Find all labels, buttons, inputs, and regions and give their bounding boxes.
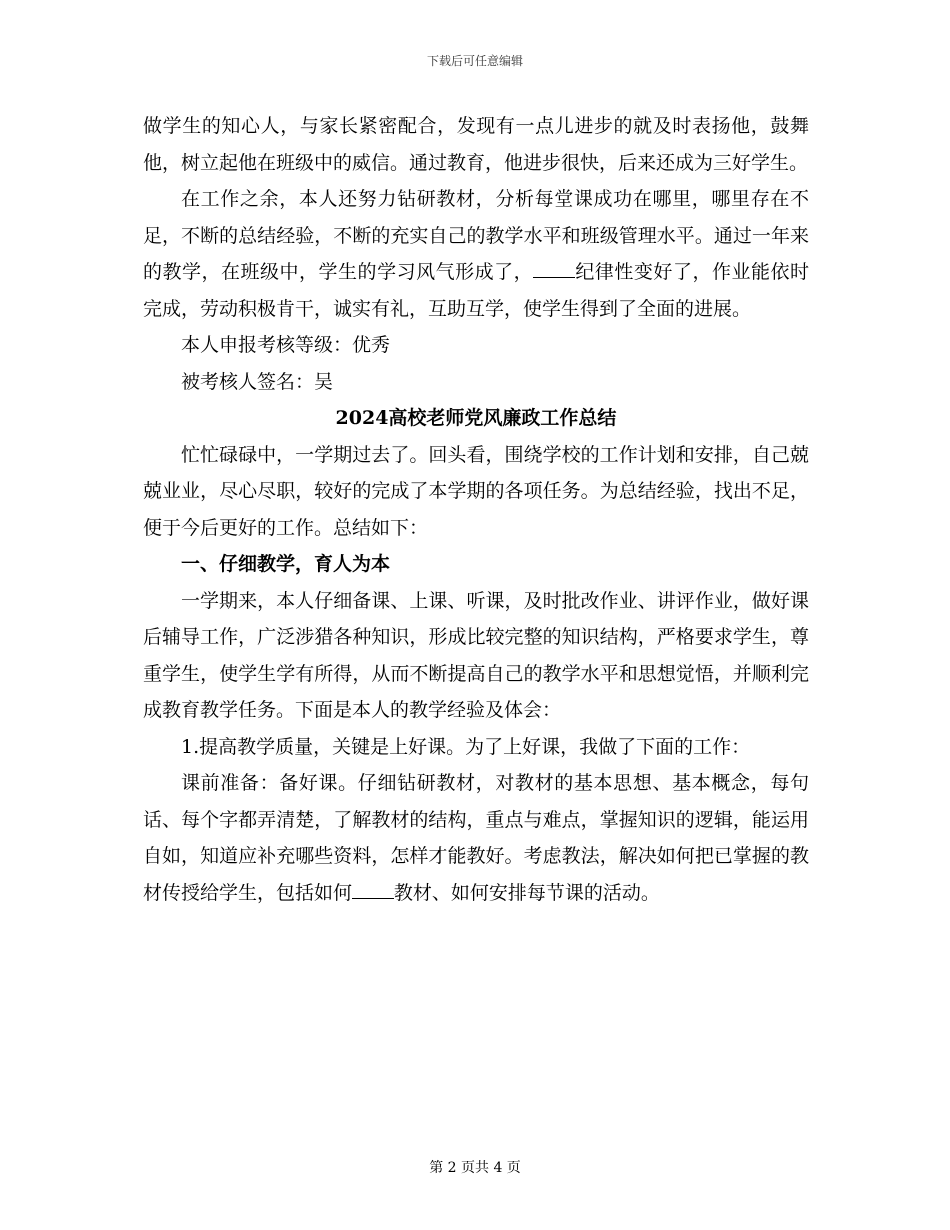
page-footer: 第 2 页共 4 页 <box>429 1160 521 1176</box>
paragraph-text: 纪律性变好了，作业能依时完成，劳动积极肯干，诚实有礼，互助互学，使学生得到了全面的进展。 <box>143 261 809 320</box>
paragraph: 做学生的知心人，与家长紧密配合，发现有一点儿进步的就及时表扬他，鼓舞他，树立起他在班级中的威信。通过教育，他进步很快，后来还成为三好学生。 <box>143 115 809 174</box>
paragraph: 1.提高教学质量，关键是上好课。为了上好课，我做了下面的工作： <box>181 735 751 758</box>
section-title: 2024高校老师党风廉政工作总结 <box>335 407 617 429</box>
page-header: 下载后可任意编辑 <box>426 54 523 68</box>
paragraph: 被考核人签名：吴 <box>181 370 334 393</box>
paragraph-text: 在工作之余，本人还努力钻研教材，分析每堂课成功在哪里，哪里存在不足，不断的总结经验，不断的充实自己的教学水平和班级管理水平。通过一年来的教学，在班级中，学生的学习风气形成了， <box>143 188 809 283</box>
paragraph: 一学期来，本人仔细备课、上课、听课，及时批改作业、讲评作业，做好课后辅导工作，广泛涉猎各种知识，形成比较完整的知识结构，严格要求学生，尊重学生，使学生学有所得，从而不断提高自己的教学水平和思想觉悟，并顺利完成教育教学任务。下面是本人的教学经验及体会： <box>143 589 809 721</box>
blank-line <box>352 879 394 899</box>
paragraph <box>143 765 809 911</box>
document-body <box>143 108 809 911</box>
paragraph: 本人申报考核等级：优秀 <box>181 334 391 356</box>
paragraph-text: 课前准备：备好课。仔细钻研教材，对教材的基本思想、基本概念，每句话、每个字都弄清楚，了解教材的结构，重点与难点，掌握知识的逻辑，能运用自如，知道应补充哪些资料，怎样才能教好。考虑教法，解决如何把已掌握的教材传授给学生，包括如何 <box>143 772 809 904</box>
paragraph: 忙忙碌碌中，一学期过去了。回头看，围绕学校的工作计划和安排，自己兢兢业业，尽心尽职，较好的完成了本学期的各项任务。为总结经验，找出不足，便于今后更好的工作。总结如下： <box>143 443 809 539</box>
blank-line <box>533 258 575 278</box>
paragraph-text: 教材、如何安排每节课的活动。 <box>393 881 660 904</box>
section-heading: 一、仔细教学，育人为本 <box>181 553 391 575</box>
paragraph <box>143 181 809 327</box>
